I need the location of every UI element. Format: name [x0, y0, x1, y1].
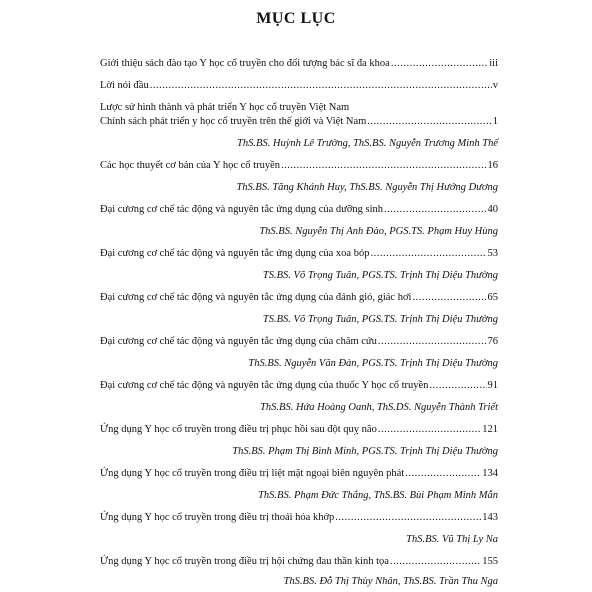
dot-leader — [405, 467, 481, 480]
dot-leader — [391, 57, 488, 70]
toc-entry-history-line1[interactable]: Lược sử hình thành và phát triển Y học cổ truyền Việt Nam — [100, 102, 350, 113]
toc-entry-page: iii — [489, 58, 498, 69]
toc-entry-text: Ứng dụng Y học cổ truyền trong điều trị thoái hóa khớp — [100, 512, 335, 523]
toc-entry-author: ThS.BS. Tăng Khánh Huy, ThS.BS. Nguyễn Thị Hướng Dương — [236, 182, 498, 193]
toc-entry-page: 134 — [482, 468, 498, 479]
toc-entry-text: Đại cương cơ chế tác động và nguyên tắc ứng dụng của thuốc Y học cổ truyền — [100, 380, 429, 391]
dot-leader — [281, 159, 487, 172]
toc-entry-page: 143 — [482, 512, 498, 523]
toc-entry-chapter[interactable] — [100, 423, 498, 436]
toc-entry-chapter[interactable] — [100, 379, 498, 392]
toc-entry-author: TS.BS. Võ Trọng Tuân, PGS.TS. Trịnh Thị Diệu Thường — [262, 270, 498, 281]
toc-entry-author: ThS.BS. Phạm Thị Bình Minh, PGS.TS. Trịnh Thị Diệu Thường — [232, 446, 498, 457]
dot-leader — [370, 247, 486, 260]
toc-entry-text: Giới thiệu sách đào tạo Y học cổ truyền cho đối tượng bác sĩ đa khoa — [100, 58, 390, 69]
toc-entry-author: ThS.BS. Phạm Đức Thắng, ThS.BS. Bùi Phạm Minh Mẫn — [258, 490, 498, 501]
toc-entry-chapter[interactable] — [100, 247, 498, 260]
toc-entry-page: 53 — [487, 248, 498, 259]
toc-entry-chapter[interactable] — [100, 159, 498, 172]
toc-entry-author: ThS.BS. Nguyễn Văn Đàn, PGS.TS. Trịnh Thị Diệu Thường — [248, 358, 498, 369]
toc-entry-text: Lời nói đầu — [100, 80, 149, 91]
toc-entry-author: ThS.BS. Huỳnh Lê Trường, ThS.BS. Nguyễn Trương Minh Thế — [237, 138, 498, 149]
toc-entry-preface[interactable] — [100, 79, 498, 92]
dot-leader — [367, 115, 491, 128]
toc-entry-text: Đại cương cơ chế tác động và nguyên tắc ứng dụng của xoa bóp — [100, 248, 370, 259]
toc-entry-text: Các học thuyết cơ bản của Y học cổ truyền — [100, 160, 280, 171]
dot-leader — [429, 379, 486, 392]
dot-leader — [335, 511, 481, 524]
toc-entry-text: Đại cương cơ chế tác động và nguyên tắc ứng dụng của đánh gió, giác hơi — [100, 292, 412, 303]
toc-entry-page: v — [492, 80, 498, 91]
toc-entry-text: Ứng dụng Y học cổ truyền trong điều trị liệt mặt ngoại biên nguyên phát — [100, 468, 405, 479]
dot-leader — [378, 423, 481, 436]
page-title: MỤC LỤC — [256, 10, 336, 27]
toc-entry-chapter[interactable] — [100, 335, 498, 348]
toc-entry-text: Chính sách phát triển y học cổ truyền trên thế giới và Việt Nam — [100, 116, 367, 127]
toc-entry-page: 91 — [487, 380, 498, 391]
toc-entry-author: ThS.BS. Nguyễn Thị Anh Đào, PGS.TS. Phạm Huy Hùng — [259, 226, 498, 237]
toc-entry-page: 155 — [482, 556, 498, 567]
toc-entry-page: 121 — [482, 424, 498, 435]
toc-entry-chapter[interactable] — [100, 555, 498, 568]
toc-entry-chapter[interactable] — [100, 291, 498, 304]
toc-entry-page: 40 — [487, 204, 498, 215]
toc-entry-page: 65 — [487, 292, 498, 303]
toc-entry-history-line2[interactable] — [100, 115, 498, 128]
toc-entry-page: 1 — [492, 116, 498, 127]
toc-entry-author: ThS.BS. Vũ Thị Ly Na — [406, 534, 498, 545]
dot-leader — [150, 79, 492, 92]
toc-entry-text: Ứng dụng Y học cổ truyền trong điều trị phục hồi sau đột quỵ não — [100, 424, 377, 435]
toc-entry-text: Ứng dụng Y học cổ truyền trong điều trị hội chứng đau thần kinh tọa — [100, 556, 389, 567]
toc-entry-chapter[interactable] — [100, 467, 498, 480]
toc-entry-author: ThS.BS. Hứa Hoàng Oanh, ThS.DS. Nguyễn Thành Triết — [260, 402, 498, 413]
dot-leader — [378, 335, 487, 348]
toc-entry-text: Đại cương cơ chế tác động và nguyên tắc ứng dụng của châm cứu — [100, 336, 377, 347]
toc-entry-author: TS.BS. Võ Trọng Tuân, PGS.TS. Trịnh Thị Diệu Thường — [262, 314, 498, 325]
toc-entry-text: Đại cương cơ chế tác động và nguyên tắc ứng dụng của dưỡng sinh — [100, 204, 384, 215]
toc-entry-intro[interactable] — [100, 57, 498, 70]
dot-leader — [384, 203, 486, 216]
toc-entry-chapter[interactable] — [100, 203, 498, 216]
toc-entry-page: 16 — [487, 160, 498, 171]
toc-entry-author: ThS.BS. Đỗ Thị Thùy Nhân, ThS.BS. Trần Thu Nga — [283, 576, 498, 587]
dot-leader — [412, 291, 486, 304]
toc-entry-page: 76 — [487, 336, 498, 347]
toc-entry-chapter[interactable] — [100, 511, 498, 524]
dot-leader — [390, 555, 481, 568]
